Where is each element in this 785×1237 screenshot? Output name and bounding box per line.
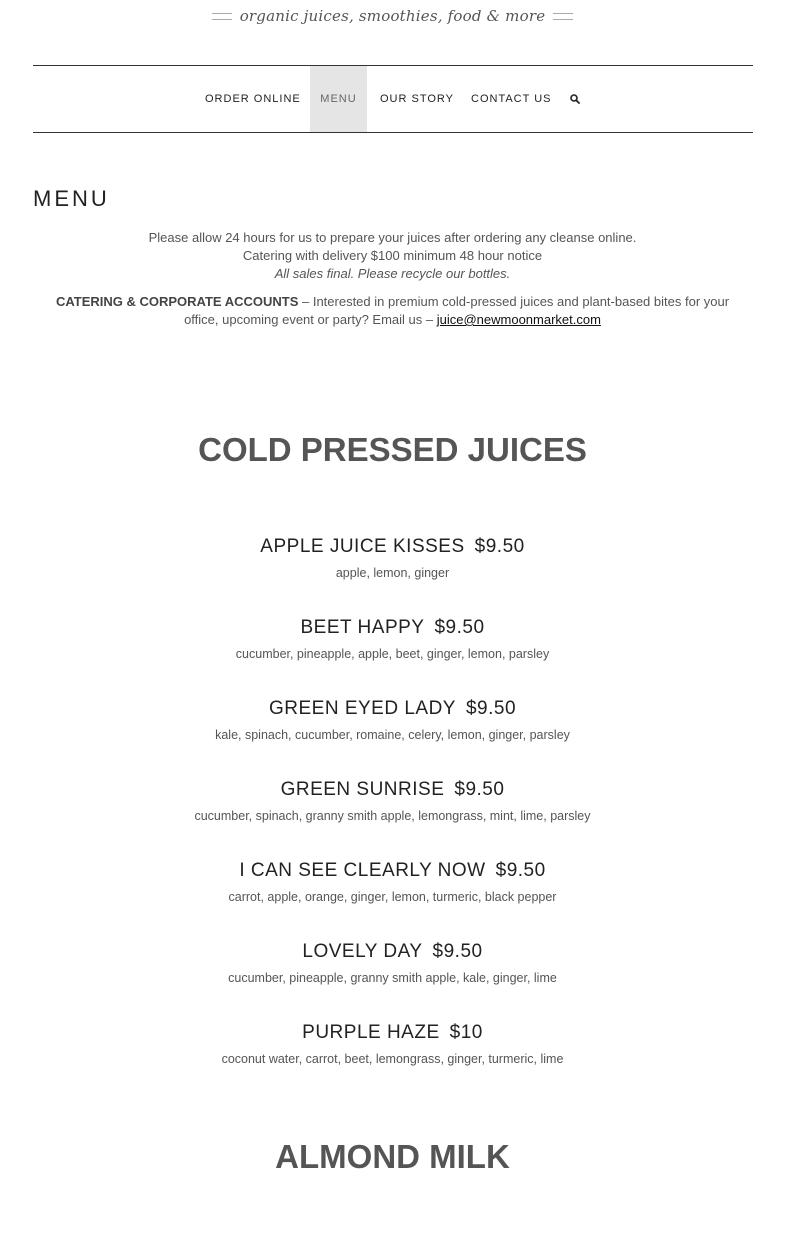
intro-line-sales-final: All sales final. Please recycle our bottles. <box>274 266 511 281</box>
menu-item-price: $9.50 <box>495 860 546 881</box>
nav-item-menu[interactable]: MENU <box>310 66 367 132</box>
nav-item-contact-us[interactable]: CONTACT US <box>471 93 552 105</box>
intro-line-catering: Catering with delivery $100 minimum 48 hour notice <box>242 248 543 263</box>
menu-item <box>0 940 785 988</box>
menu-item-name: GREEN SUNRISE <box>280 779 445 800</box>
menu-item-price: $9.50 <box>432 941 483 962</box>
tagline-decoration-left <box>212 13 232 20</box>
catering-paragraph <box>40 293 745 329</box>
menu-item-ingredients: coconut water, carrot, beet, lemongrass, ginger, turmeric, lime <box>221 1052 564 1066</box>
menu-item-ingredients: kale, spinach, cucumber, romaine, celery, lemon, ginger, parsley <box>215 728 570 742</box>
site-tagline: organic juices, smoothies, food & more <box>239 7 546 25</box>
nav-item-order-online[interactable]: ORDER ONLINE <box>205 93 301 105</box>
nav-item-our-story[interactable]: OUR STORY <box>380 93 454 105</box>
intro-notice <box>0 229 785 283</box>
section-heading-cold-pressed-juices: COLD PRESSED JUICES <box>198 431 587 468</box>
menu-item-name: BEET HAPPY <box>300 617 425 638</box>
menu-item-price: $9.50 <box>454 779 505 800</box>
menu-item <box>0 616 785 664</box>
menu-item-ingredients: carrot, apple, orange, ginger, lemon, turmeric, black pepper <box>228 890 557 904</box>
menu-item-name: LOVELY DAY <box>302 941 423 962</box>
intro-line-prep-time: Please allow 24 hours for us to prepare your juices after ordering any cleanse online. <box>148 230 637 245</box>
catering-email-link[interactable]: juice@newmoonmarket.com <box>436 312 601 327</box>
menu-item-ingredients: cucumber, pineapple, granny smith apple, kale, ginger, lime <box>228 971 557 985</box>
menu-item-price: $9.50 <box>434 617 485 638</box>
menu-item-name: I CAN SEE CLEARLY NOW <box>239 860 486 881</box>
menu-item-ingredients: cucumber, spinach, granny smith apple, lemongrass, mint, lime, parsley <box>194 809 591 823</box>
menu-item-price: $9.50 <box>474 536 525 557</box>
menu-item-price: $9.50 <box>465 698 517 719</box>
menu-item <box>0 859 785 907</box>
menu-item <box>0 535 785 583</box>
menu-item <box>0 778 785 826</box>
menu-item-name: APPLE JUICE KISSES <box>260 536 465 557</box>
catering-label: CATERING & CORPORATE ACCOUNTS <box>55 294 299 309</box>
menu-item-price: $10 <box>449 1022 483 1043</box>
main-nav <box>33 65 753 133</box>
menu-item <box>0 697 785 745</box>
page-title: MENU <box>33 186 110 211</box>
section-heading-almond-milk: ALMOND MILK <box>275 1138 510 1175</box>
menu-item-name: GREEN EYED LADY <box>268 698 456 719</box>
menu-item-ingredients: cucumber, pineapple, apple, beet, ginger, lemon, parsley <box>235 647 550 661</box>
menu-item <box>0 1021 785 1069</box>
catering-text: – Interested in premium cold-pressed juices and plant-based bites for your office, upcoming event or party? Email us – <box>184 294 730 327</box>
menu-item-name: PURPLE HAZE <box>302 1022 440 1043</box>
tagline-row <box>0 4 785 28</box>
menu-item-ingredients: apple, lemon, ginger <box>335 566 450 580</box>
search-icon[interactable] <box>570 94 580 104</box>
tagline-decoration-right <box>553 13 573 20</box>
